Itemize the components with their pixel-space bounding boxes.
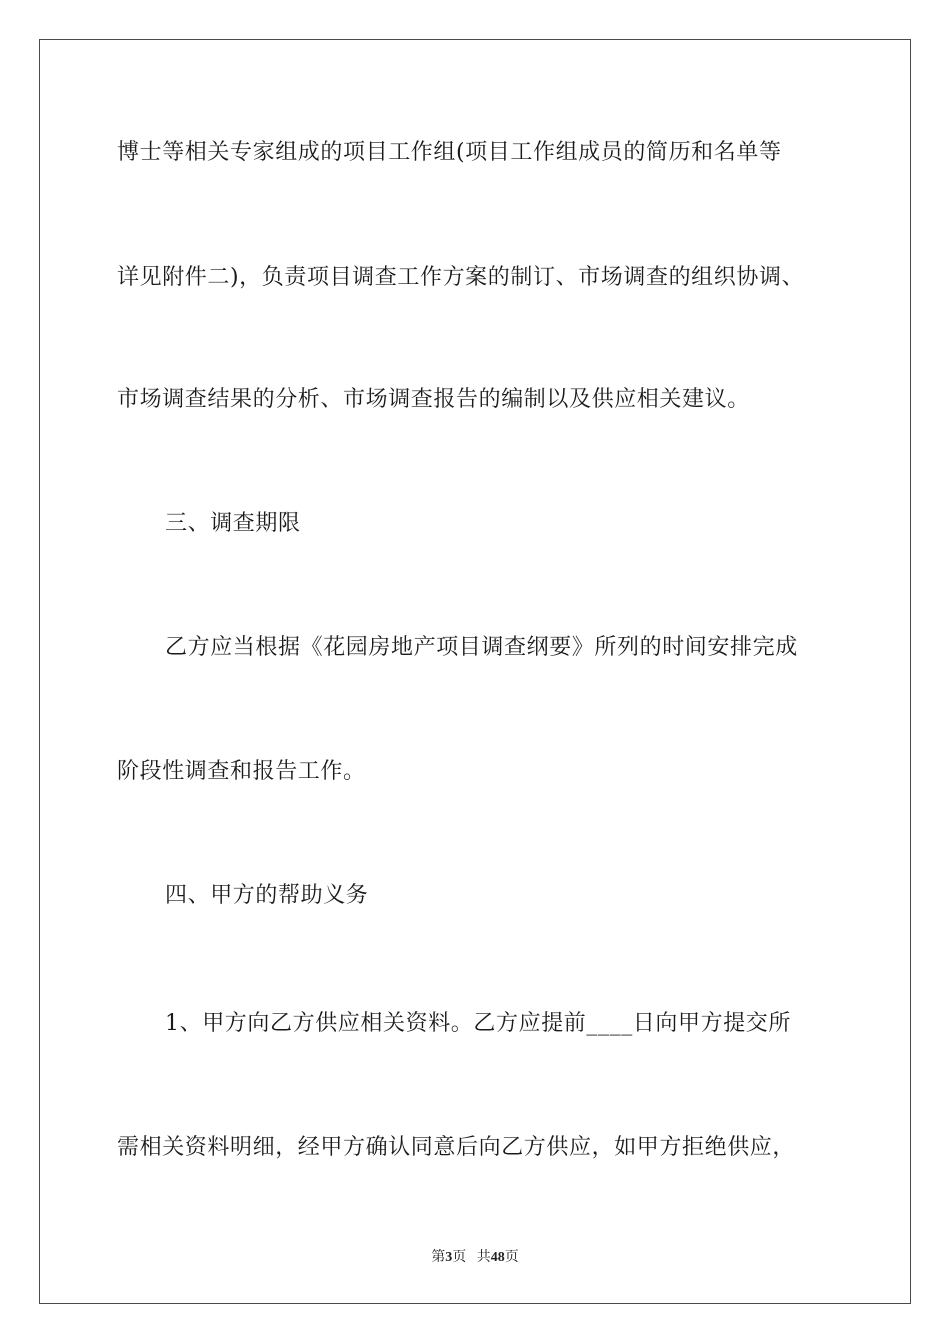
total-suffix: 页 — [504, 1250, 519, 1265]
total-prefix: 共 — [476, 1250, 491, 1265]
page-suffix: 页 — [452, 1250, 467, 1265]
paragraph-line-7: 需相关资料明细，经甲方确认同意后向乙方供应，如甲方拒绝供应， — [117, 1135, 796, 1160]
page-prefix: 第 — [431, 1250, 446, 1265]
section-heading-3: 三、调查期限 — [165, 511, 301, 536]
page-footer — [0, 1246, 950, 1266]
paragraph-line-6: 1、甲方向乙方供应相关资料。乙方应提前____日向甲方提交所 — [165, 1011, 791, 1036]
paragraph-line-1: 博士等相关专家组成的项目工作组(项目工作组成员的简历和名单等 — [117, 140, 782, 165]
page-border — [39, 39, 911, 1304]
paragraph-line-3: 市场调查结果的分析、市场调查报告的编制以及供应相关建议。 — [117, 387, 750, 412]
section-heading-4: 四、甲方的帮助义务 — [165, 883, 369, 908]
paragraph-line-2: 详见附件二)，负责项目调查工作方案的制订、市场调查的组织协调、 — [117, 265, 805, 290]
paragraph-line-4: 乙方应当根据《花园房地产项目调查纲要》所列的时间安排完成 — [165, 635, 798, 660]
paragraph-line-5: 阶段性调查和报告工作。 — [117, 759, 366, 784]
total-page-number: 48 — [490, 1250, 505, 1265]
current-page-number: 3 — [445, 1250, 453, 1265]
